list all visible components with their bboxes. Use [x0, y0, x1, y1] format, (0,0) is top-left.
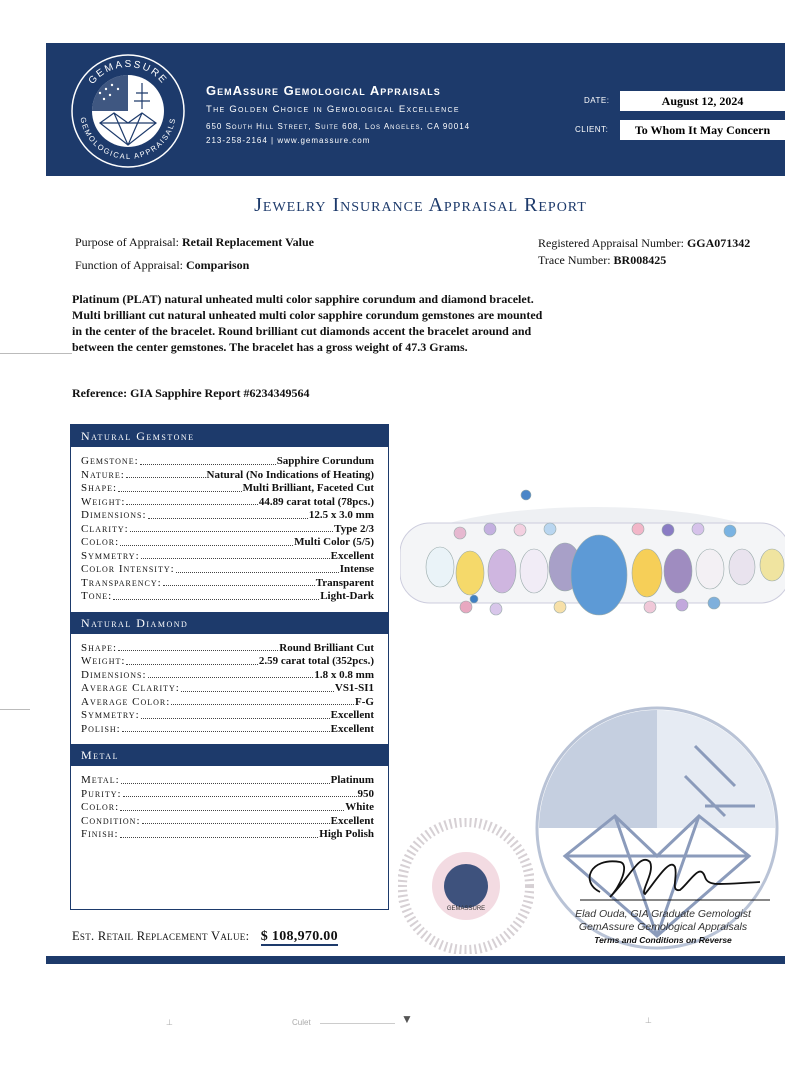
dot-leader — [163, 577, 315, 587]
company-contact: 213-258-2164 | www.gemassure.com — [206, 136, 371, 145]
bracelet-photo — [400, 475, 785, 635]
dot-leader — [148, 669, 314, 679]
dot-leader — [148, 509, 308, 519]
spec-label: Color Intensity: — [81, 563, 175, 575]
scan-artifact-line — [0, 353, 72, 354]
dot-leader — [121, 774, 330, 784]
dot-leader — [176, 563, 339, 573]
gemstone-spec-row — [81, 469, 374, 483]
gemstone-spec-row — [81, 496, 374, 510]
gemstone-spec-row — [81, 536, 374, 550]
metal-section-header: Metal — [71, 744, 388, 766]
dot-leader — [113, 590, 319, 600]
report-title: Jewelry Insurance Appraisal Report — [254, 194, 587, 216]
diamond-spec-row — [81, 669, 374, 683]
spec-value: Intense — [339, 563, 374, 575]
gemstone-section-header: Natural Gemstone — [71, 425, 388, 447]
terms-link[interactable]: Terms and Conditions on Reverse — [594, 935, 732, 945]
dot-leader — [181, 682, 334, 692]
spec-value: Type 2/3 — [334, 522, 374, 535]
company-address: 650 South Hill Street, Suite 608, Los Angeles, CA 90014 — [206, 122, 471, 131]
dot-leader — [120, 801, 344, 811]
dot-leader — [120, 536, 293, 546]
metal-spec-list — [71, 766, 388, 850]
gia-reference: Reference: GIA Sapphire Report #6234349564 — [72, 386, 310, 400]
spec-value: 2.59 carat total (352pcs.) — [258, 655, 374, 667]
appraiser-org: GemAssure Gemological Appraisals — [578, 921, 748, 933]
estimate-amount: $ 108,970.00 — [260, 929, 338, 944]
spec-label: Weight: — [81, 655, 126, 667]
spec-value: 950 — [357, 787, 374, 800]
spec-label: Dimensions: — [81, 668, 147, 681]
company-tagline: The Golden Choice in Gemological Excellence — [206, 104, 460, 115]
spec-label: Shape: — [81, 641, 118, 654]
spec-value: Transparent — [315, 576, 374, 589]
spec-label: Weight: — [81, 495, 126, 508]
culet-line — [320, 1023, 395, 1024]
metal-spec-row — [81, 828, 374, 842]
gemstone-spec-row — [81, 577, 374, 591]
metal-spec-row — [81, 788, 374, 802]
client-label: CLIENT: — [575, 125, 609, 134]
spec-label: Transparency: — [81, 576, 162, 589]
metal-spec-row — [81, 815, 374, 829]
gemstone-spec-row — [81, 523, 374, 537]
spec-value: Natural (No Indications of Heating) — [206, 468, 374, 481]
gemstone-spec-row — [81, 550, 374, 564]
spec-label: Gemstone: — [81, 455, 139, 467]
spec-value: 44.89 carat total (78pcs.) — [258, 495, 374, 508]
dot-leader — [130, 523, 333, 533]
spec-value: Platinum — [330, 774, 374, 786]
gemstone-spec-row — [81, 509, 374, 523]
spec-label: Symmetry: — [81, 549, 140, 562]
spec-value: VS1-SI1 — [334, 682, 374, 694]
estimate-label: Est. Retail Replacement Value: — [72, 929, 250, 943]
dot-leader — [126, 469, 206, 479]
gemstone-spec-row — [81, 482, 374, 496]
date-label: DATE: — [584, 96, 610, 105]
spec-label: Dimensions: — [81, 509, 147, 521]
purpose-value: Retail Replacement Value — [182, 235, 314, 249]
dot-leader — [140, 455, 276, 465]
metal-spec-row — [81, 801, 374, 815]
spec-label: Tone: — [81, 590, 113, 602]
diamond-spec-row — [81, 696, 374, 710]
dot-leader — [120, 828, 319, 838]
spec-label: Polish: — [81, 722, 121, 735]
gemassure-logo-seal — [70, 53, 186, 169]
client-value: To Whom It May Concern — [620, 120, 785, 140]
spec-label: Purity: — [81, 787, 122, 800]
spec-value: High Polish — [319, 828, 374, 840]
dot-leader — [142, 815, 330, 825]
trace-value: BR008425 — [613, 253, 667, 267]
dot-leader — [123, 788, 357, 798]
logo-text-bottom: GEMOLOGICAL APPRAISALS — [78, 116, 178, 162]
spec-label: Clarity: — [81, 522, 129, 535]
specification-panel — [70, 424, 389, 910]
spec-value: F-G — [355, 695, 374, 708]
company-name: GemAssure Gemological Appraisals — [206, 83, 441, 98]
diamond-spec-row — [81, 723, 374, 737]
metal-spec-row — [81, 774, 374, 788]
scan-artifact-line — [0, 709, 30, 710]
estimated-value-line — [72, 929, 338, 945]
dot-leader — [126, 655, 257, 665]
spec-value: White — [345, 801, 374, 813]
dot-leader — [118, 642, 278, 652]
trace-number-line — [538, 253, 666, 268]
purpose-line — [75, 235, 314, 250]
stamp-text: GEMASSURE — [446, 906, 486, 912]
logo-text-top: GEMASSURE — [86, 58, 170, 87]
diamond-spec-row — [81, 655, 374, 669]
diamond-spec-list — [71, 634, 388, 745]
dot-leader — [126, 496, 257, 506]
purpose-label: Purpose of Appraisal: — [75, 235, 179, 249]
crop-mark: ⊥ — [166, 1018, 173, 1027]
trace-label: Trace Number: — [538, 253, 611, 267]
spec-label: Nature: — [81, 468, 125, 481]
appraiser-name: Elad Ouda, GIA Graduate Gemologist — [575, 908, 751, 920]
function-label: Function of Appraisal: — [75, 258, 183, 272]
registered-value: GGA071342 — [686, 236, 751, 250]
company-block — [206, 83, 470, 145]
gemassure-stamp — [398, 818, 534, 954]
dot-leader — [171, 696, 354, 706]
function-value: Comparison — [186, 258, 250, 272]
spec-value: Excellent — [330, 709, 374, 721]
diamond-spec-row — [81, 682, 374, 696]
date-value: August 12, 2024 — [620, 91, 785, 111]
diamond-section-header: Natural Diamond — [71, 612, 388, 634]
registered-label: Registered Appraisal Number: — [538, 236, 684, 250]
spec-label: Shape: — [81, 482, 118, 494]
spec-label: Color: — [81, 801, 120, 813]
item-description: Platinum (PLAT) natural unheated multi color sapphire corundum and diamond bracelet. Multi brilliant cut natural unheated multi color sapphire corundum gemstones are mounted in the center of the bracelet. Round brilliant cut diamonds accent the bracelet around and between the center gemstones. The bracelet has a gross weight of 47.3 Grams. — [72, 292, 543, 354]
spec-value: Excellent — [330, 722, 374, 735]
dot-leader — [118, 482, 242, 492]
footer-bar — [46, 956, 785, 964]
gemstone-spec-row — [81, 590, 374, 604]
culet-arrow-icon: ▼ — [401, 1012, 413, 1026]
spec-value: Sapphire Corundum — [276, 455, 374, 467]
spec-value: Multi Color (5/5) — [294, 536, 374, 548]
spec-label: Average Clarity: — [81, 682, 180, 694]
spec-label: Condition: — [81, 814, 141, 827]
spec-label: Symmetry: — [81, 709, 140, 721]
dot-leader — [141, 550, 330, 560]
gemstone-spec-list — [71, 447, 388, 612]
spec-value: Multi Brilliant, Faceted Cut — [242, 482, 374, 494]
spec-label: Color: — [81, 536, 120, 548]
culet-label: Culet — [292, 1018, 311, 1027]
spec-value: 12.5 x 3.0 mm — [308, 509, 374, 521]
function-line — [75, 258, 249, 273]
spec-label: Finish: — [81, 828, 119, 840]
diamond-spec-row — [81, 709, 374, 723]
appraiser-signature — [560, 842, 780, 912]
dot-leader — [122, 723, 330, 733]
gemstone-spec-row — [81, 455, 374, 469]
spec-label: Average Color: — [81, 695, 171, 708]
spec-value: Excellent — [330, 549, 374, 562]
spec-label: Metal: — [81, 774, 120, 786]
letterhead-banner — [46, 43, 785, 176]
spec-value: Excellent — [330, 814, 374, 827]
gemstone-spec-row — [81, 563, 374, 577]
registered-number-line — [538, 236, 750, 251]
spec-value: Light-Dark — [320, 590, 374, 602]
crop-mark: ⊥ — [645, 1016, 652, 1025]
spec-value: Round Brilliant Cut — [279, 641, 374, 654]
spec-value: 1.8 x 0.8 mm — [314, 668, 374, 681]
diamond-spec-row — [81, 642, 374, 656]
dot-leader — [141, 709, 330, 719]
signature-caption — [548, 908, 778, 947]
